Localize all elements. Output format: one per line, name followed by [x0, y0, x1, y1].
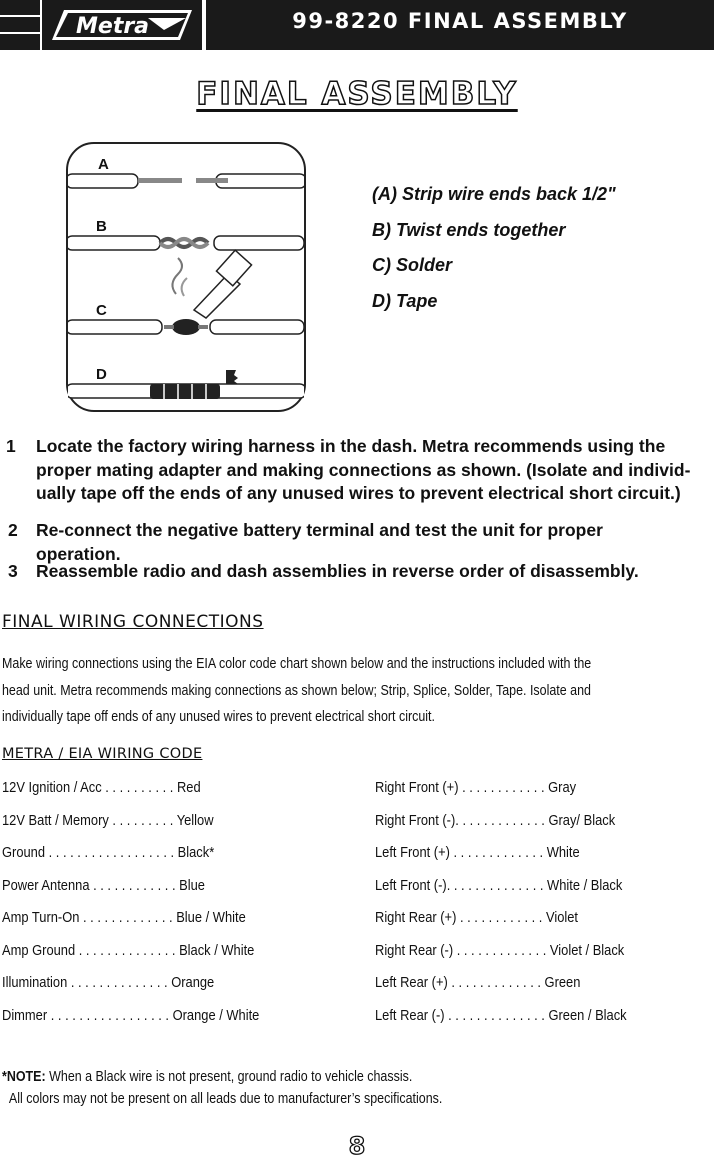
- instruction-number: 2: [8, 520, 18, 540]
- svg-text:Metra: Metra: [76, 14, 150, 39]
- wire-row: Illumination . . . . . . . . . . . . . . Orange: [2, 974, 215, 991]
- diagram-label-b: B: [96, 218, 107, 235]
- ground-note: [2, 1066, 604, 1110]
- diagram-label-a: A: [98, 156, 109, 173]
- diagram-label-d: D: [96, 366, 107, 383]
- wire-row: 12V Ignition / Acc . . . . . . . . . . Red: [2, 779, 201, 796]
- legend-step-c: C) Solder: [372, 255, 453, 275]
- instruction-text: Reassemble radio and dash assemblies in reverse order of disassembly.: [36, 561, 639, 581]
- metra-logo: [42, 0, 202, 50]
- instruction-number: 3: [8, 561, 18, 581]
- page-number: 8: [348, 1132, 366, 1160]
- paragraph-line: individually tape off ends of any unused wires to prevent electrical short circuit.: [2, 709, 435, 725]
- instruction-1: [6, 435, 696, 507]
- wire-row: 12V Batt / Memory . . . . . . . . . Yellow: [2, 811, 214, 829]
- splice-steps-legend: [372, 184, 616, 326]
- legend-step-b: B) Twist ends together: [372, 219, 566, 240]
- instruction-number: 1: [6, 436, 16, 456]
- instruction-2: [6, 519, 696, 564]
- paragraph-line: Make wiring connections using the EIA color code chart shown below and the instructions included with the: [2, 656, 592, 672]
- header-title: 99-8220 FINAL ASSEMBLY: [292, 9, 628, 33]
- wire-row: Right Rear (+) . . . . . . . . . . . . Violet: [375, 909, 579, 926]
- wire-row: Ground . . . . . . . . . . . . . . . . . . Black*: [2, 844, 215, 861]
- wiring-code-left-column: [2, 779, 363, 1039]
- wiring-code-title: METRA / EIA WIRING CODE: [2, 746, 203, 762]
- wire-splice-diagram: [66, 142, 306, 412]
- page-title: FINAL ASSEMBLY: [196, 76, 518, 112]
- wiring-code-right-column: [375, 779, 702, 1039]
- wire-row: Right Front (-). . . . . . . . . . . . . Gray/ Black: [375, 811, 616, 829]
- paragraph-line: head unit. Metra recommends making connections as shown below; Strip, Splice, Solder, Tape. Isolate and: [2, 682, 591, 699]
- wire-row: Dimmer . . . . . . . . . . . . . . . . . Orange / White: [2, 1006, 260, 1024]
- wire-row: Left Front (+) . . . . . . . . . . . . . White: [375, 844, 580, 861]
- wire-row: Power Antenna . . . . . . . . . . . . Blue: [2, 876, 205, 894]
- diagram-label-c: C: [96, 302, 107, 319]
- wiring-instructions-paragraph: [2, 651, 681, 731]
- wire-row: Amp Turn-On . . . . . . . . . . . . . Blue / White: [2, 909, 246, 926]
- instruction-text: Locate the factory wiring harness in the dash. Metra recommends using the proper mating adapter and making connections as shown. (Isolate and individ-ually tape off the ends of any unused wires to prevent electrical short circuit.): [36, 436, 691, 503]
- instruction-3: [6, 560, 696, 584]
- note-line-2: All colors may not be present on all leads due to manufacturer’s specifications.: [8, 1091, 443, 1107]
- wire-row: Right Rear (-) . . . . . . . . . . . . . Violet / Black: [375, 941, 625, 959]
- wire-row: Left Rear (+) . . . . . . . . . . . . . Green: [375, 974, 581, 991]
- note-line-1: When a Black wire is not present, ground radio to vehicle chassis.: [45, 1069, 413, 1085]
- header-decor-block: [0, 0, 40, 50]
- wire-row: Right Front (+) . . . . . . . . . . . . Gray: [375, 779, 577, 796]
- instruction-text: Re-connect the negative battery terminal and test the unit for proper operation.: [36, 520, 603, 564]
- wire-row: Left Front (-). . . . . . . . . . . . . . White / Black: [375, 876, 623, 894]
- note-label: *NOTE:: [2, 1069, 46, 1085]
- section-title-wiring: FINAL WIRING CONNECTIONS: [2, 612, 264, 632]
- legend-step-d: D) Tape: [372, 290, 438, 311]
- wire-row: Amp Ground . . . . . . . . . . . . . . Black / White: [2, 941, 255, 959]
- legend-step-a: (A) Strip wire ends back 1/2": [372, 184, 616, 204]
- wire-row: Left Rear (-) . . . . . . . . . . . . . . Green / Black: [375, 1006, 627, 1024]
